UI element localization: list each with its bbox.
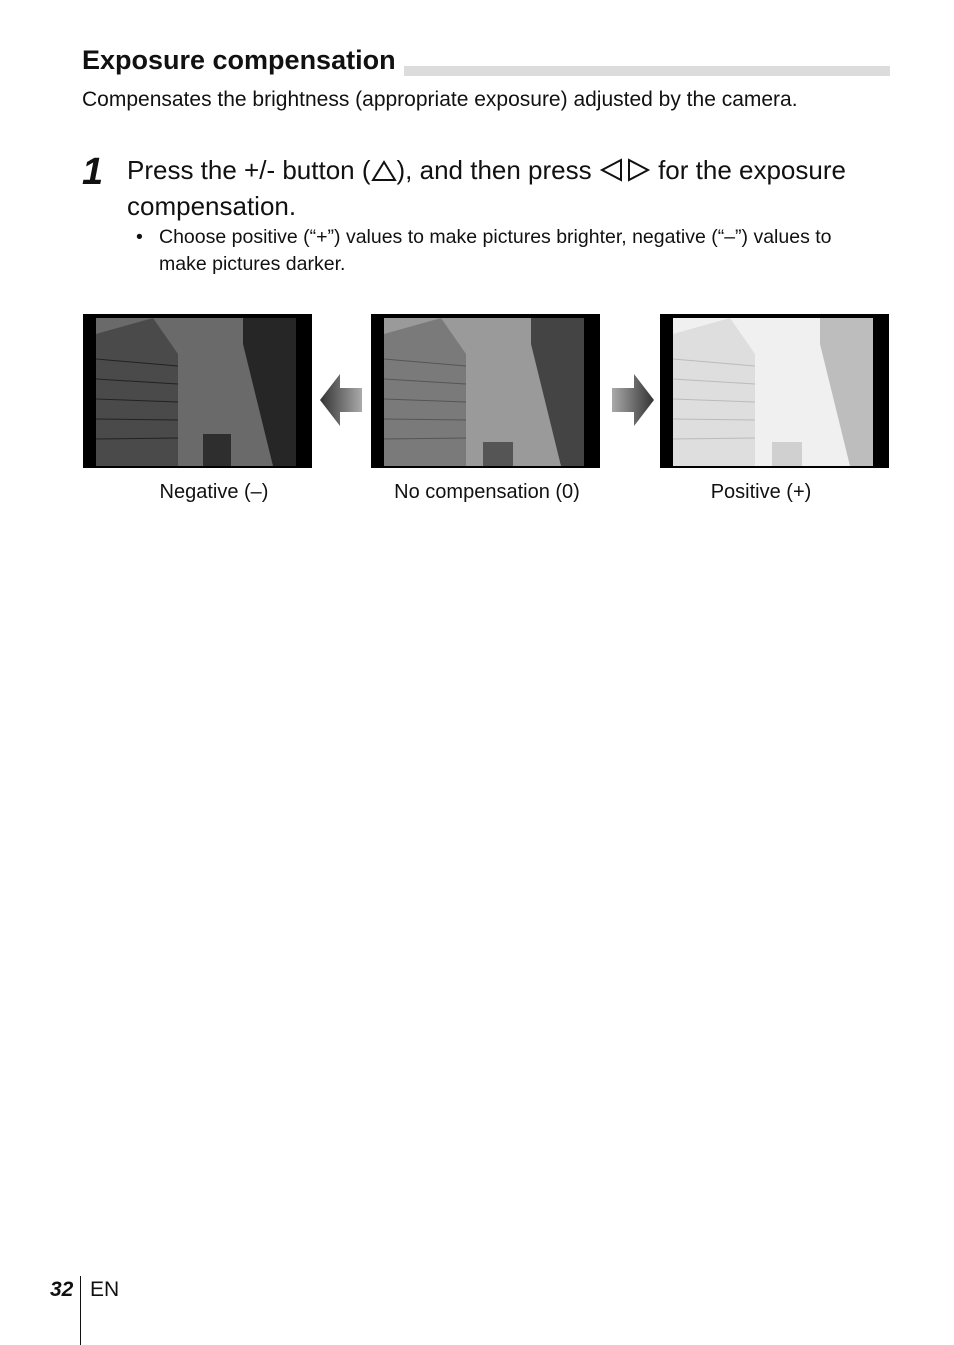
arrow-left-icon [320, 374, 362, 431]
intro-paragraph: Compensates the brightness (appropriate exposure) adjusted by the camera. [82, 88, 798, 111]
caption-negative: Negative (–) [159, 481, 269, 503]
left-right-triangles-icon [599, 157, 651, 190]
section-header [82, 42, 890, 78]
footer-divider [80, 1276, 81, 1345]
bullet-note [136, 224, 856, 278]
page-language: EN [90, 1278, 120, 1301]
step-text-after: for the exposure compensation. [127, 155, 846, 221]
example-photo-normal [371, 314, 600, 468]
bullet-text: Choose positive (“+”) values to make pictures brighter, negative (“–”) values to make pictures darker. [159, 226, 832, 275]
step-number: 1 [82, 151, 104, 193]
example-photo-negative [83, 314, 312, 468]
step-text-before: Press the +/- button ( [127, 155, 371, 185]
example-photo-positive [660, 314, 889, 468]
up-triangle-icon [371, 157, 397, 190]
arrow-right-icon [612, 374, 654, 431]
section-title: Exposure compensation [82, 42, 404, 78]
caption-no-compensation: No compensation (0) [394, 481, 580, 503]
step-text-middle: ), and then press [396, 155, 599, 185]
step-instruction [127, 154, 897, 223]
page-number: 32 [50, 1278, 74, 1301]
caption-positive: Positive (+) [710, 481, 812, 503]
bullet-marker: • [136, 226, 143, 248]
